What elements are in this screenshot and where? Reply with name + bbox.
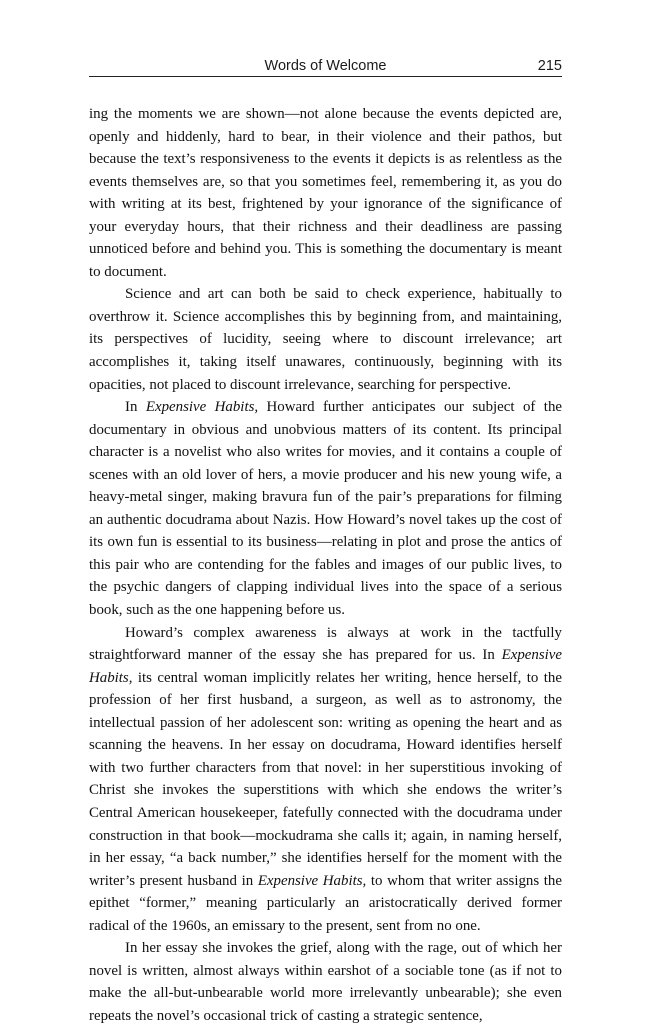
paragraph xyxy=(89,283,562,396)
paragraph-text: Howard’s complex awareness is always at work in the tactfully straightforward manner of the essay she has prepared for us. In xyxy=(89,624,562,664)
paragraph-text: to whom that writer assigns the epithet “former,” meaning particularly an aristocratically derived former radical of the 1960s, an emissary to the present, sent from no one. xyxy=(89,872,562,934)
paragraph-text: its central woman implicitly relates her writing, hence herself, to the profession of her first husband, a surgeon, as well as to astronomy, the intellectual passion of her adolescent son: writing as opening the heart and as scanning the heavens. In her essay on docudrama, Howard identifies herself with two further characters from that novel: in her superstitious invoking of Christ she invokes the superstitions with which she endows the writer’s Central American housekeeper, fatefully connected with the docudrama under construction in that book—mockudrama she calls it; again, in naming herself, in her essay, “a back number,” she identifies herself for the moment with the writer’s present husband in xyxy=(89,669,562,889)
paragraph-text: In her essay she invokes the grief, along with the rage, out of which her novel is written, almost always within earshot of a sociable tone (as if not to make the all-but-unbearable world more irrelevantly unbearable); she even repeats the novel’s occasional trick of casting a strategic sentence, xyxy=(89,940,562,1024)
italic-book-title: Expensive Habits, xyxy=(89,647,562,686)
paragraph-text: Science and art can both be said to check experience, habitually to overthrow it. Science accomplishes this by beginning from, and maintaining, its perspectives of lucidity, seeing where to discount irrelevance; art accomplishes it, taking itself unawares, continuously, beginning with its opacities, not placed to discount irrelevance, searching for perspective. xyxy=(89,286,562,393)
paragraph-text: In xyxy=(125,399,146,416)
paragraph xyxy=(89,396,562,621)
page-number: 215 xyxy=(537,58,562,74)
paragraph xyxy=(89,103,562,283)
book-page xyxy=(89,50,562,1027)
italic-book-title: Expensive Habits, xyxy=(257,872,367,889)
paragraph-text: ing the moments we are shown—not alone because the events depicted are, openly and hiddenly, hard to bear, in their violence and their pathos, but because the text’s responsiveness to the events it depicts is as relentless as the events themselves are, so that you sometimes feel, remembering it, as you do with writing at its best, frightened by your ignorance of the significance of your everyday hours, that their richness and their deadliness are passing unnoticed before and behind you. This is something the documentary is meant to document. xyxy=(89,106,562,280)
header-rule xyxy=(89,76,562,77)
paragraph-text: Howard further anticipates our subject of the documentary in obvious and unobvious matters of its content. Its principal character is a novelist who also writes for movies, and it contains a couple of scenes with an old lover of hers, a movie producer and his new young wife, a heavy-metal singer, making bravura fun of the pair’s preparations for filming an authentic docudrama about Nazis. How Howard’s novel takes up the cost of its own fun is essential to its business—relating in plot and prose the antics of this pair who are contending for the fables and images of our public lives, to the psychic dangers of clapping individual lives into the space of a serious book, such as the one happening before us. xyxy=(89,399,562,619)
paragraph xyxy=(89,622,562,938)
running-title: Words of Welcome xyxy=(264,58,387,74)
running-head xyxy=(89,50,562,72)
body-text xyxy=(89,103,562,1027)
italic-book-title: Expensive Habits, xyxy=(145,399,259,416)
paragraph xyxy=(89,937,562,1027)
